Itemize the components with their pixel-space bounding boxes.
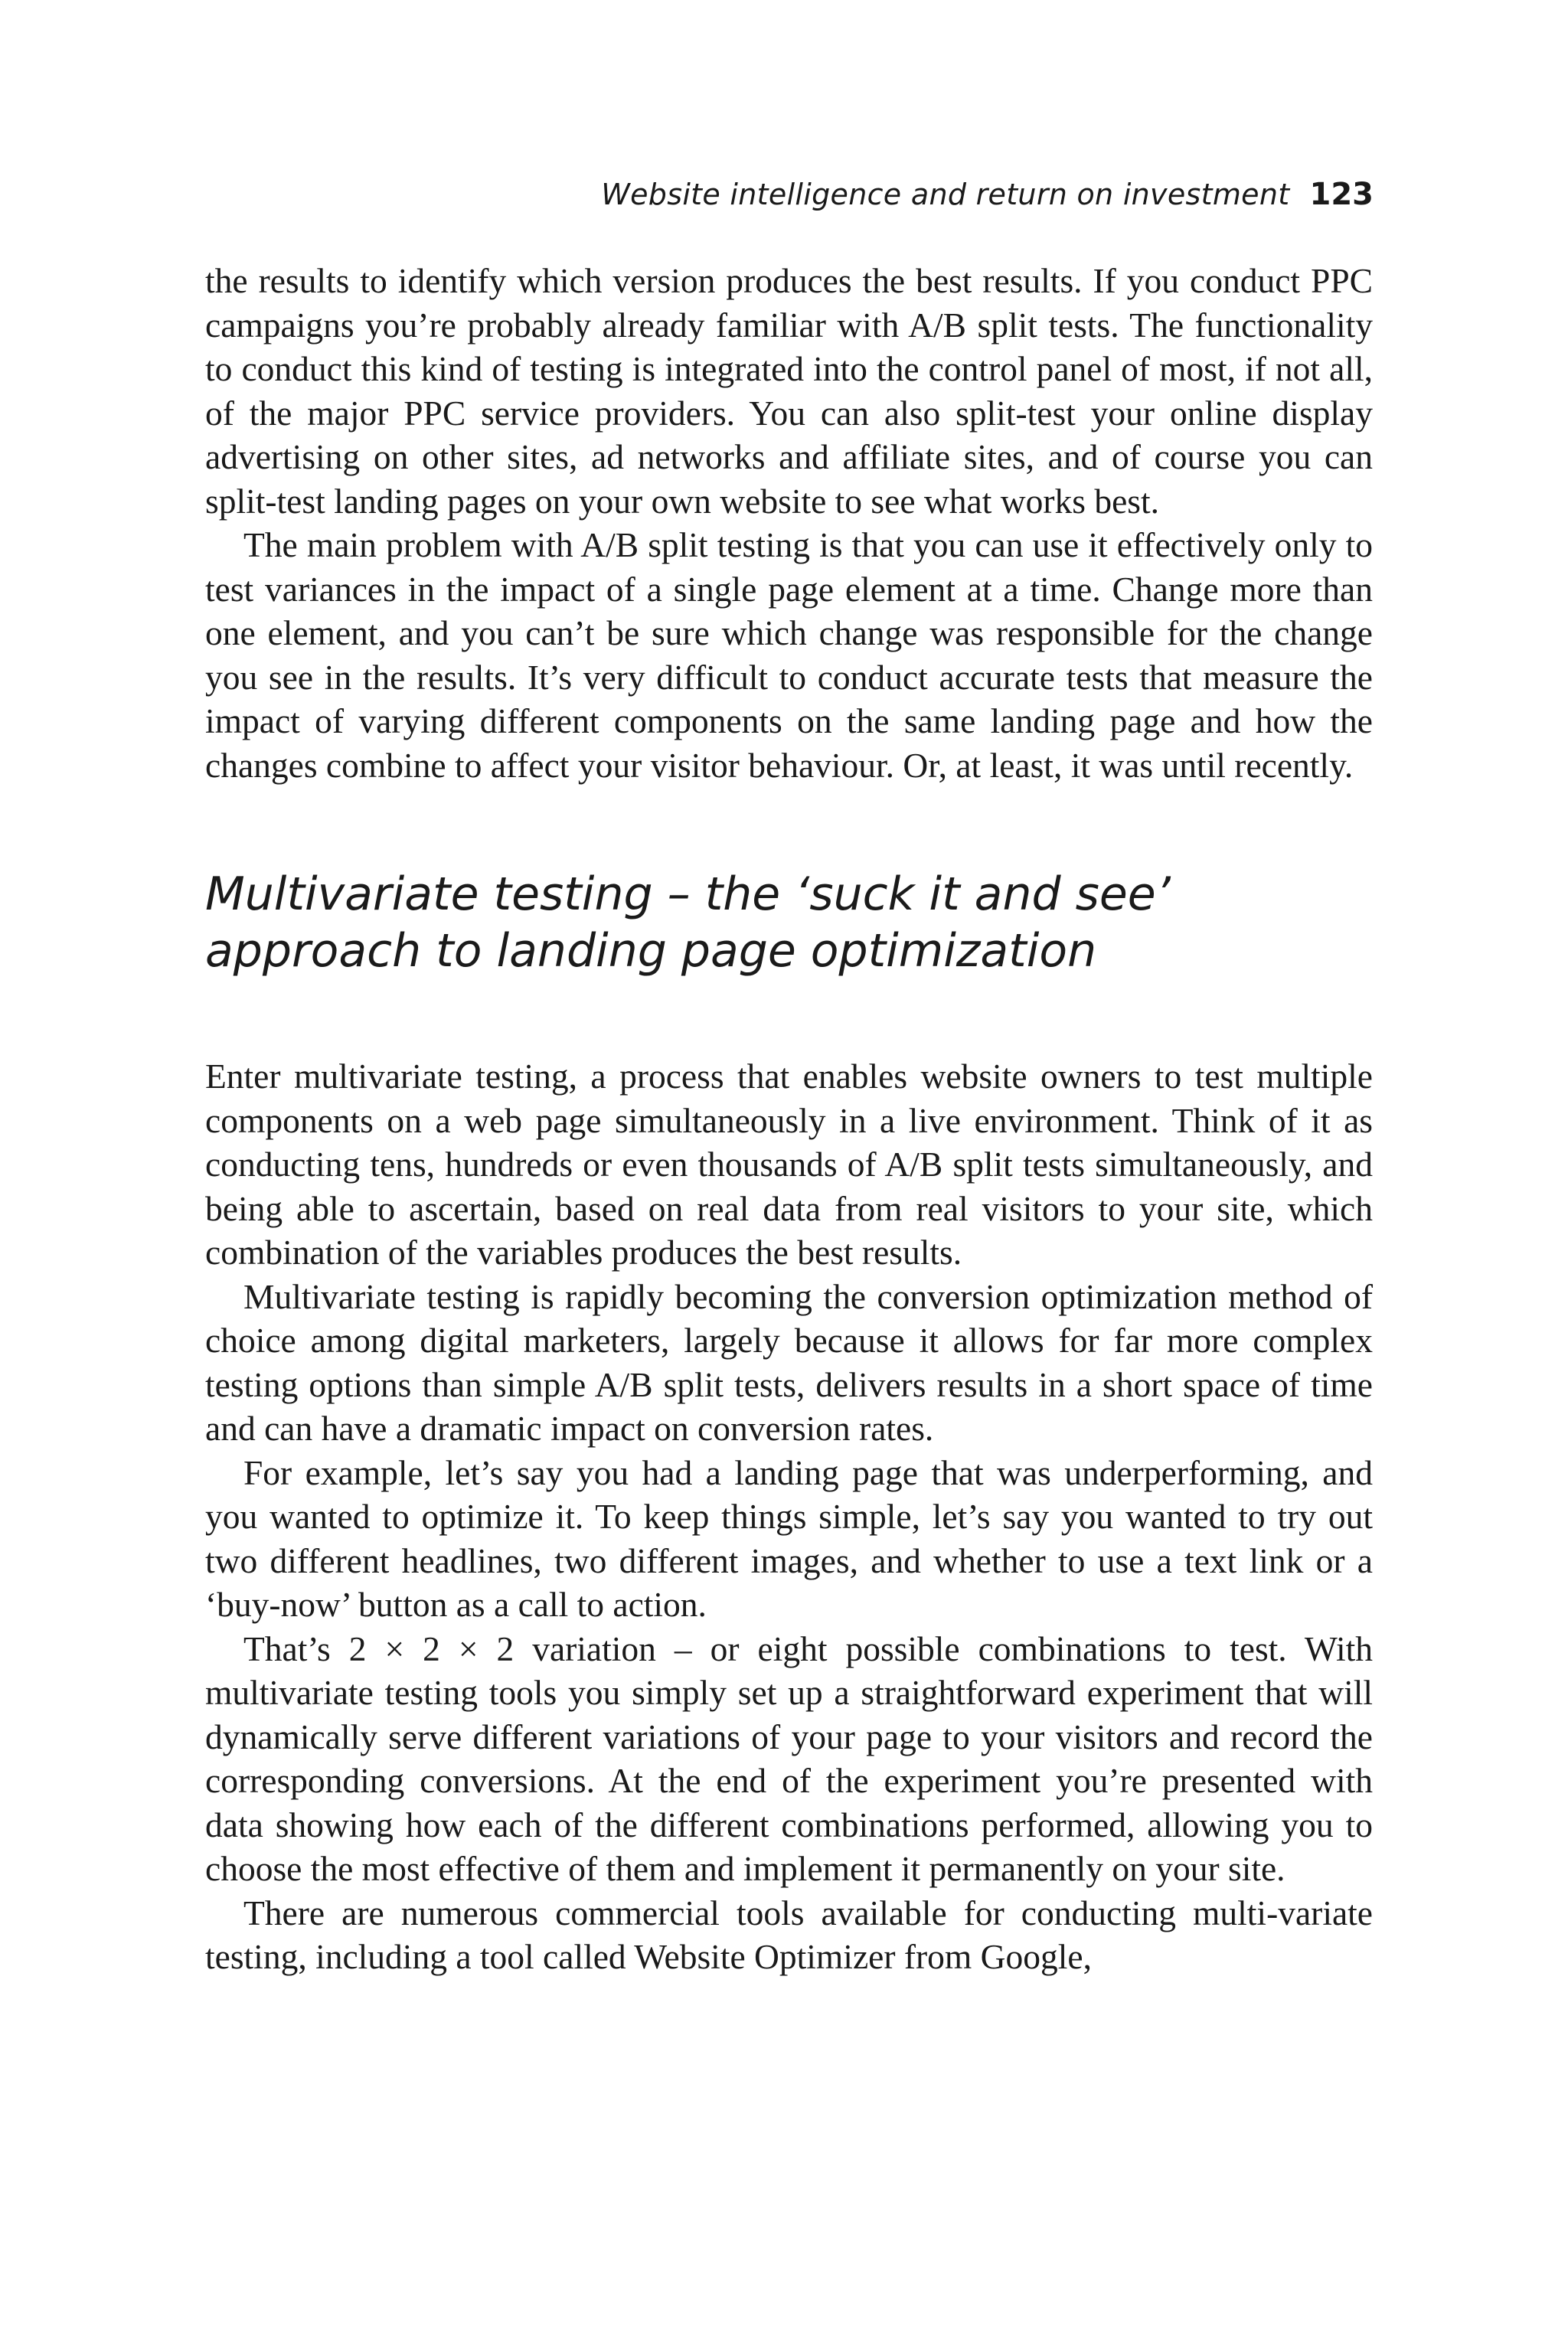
body-paragraph: The main problem with A/B split testing is that you can use it effectively only to test variances in the impact of a single page element at a time. Change more than one element, and you can’t be sure which change was responsible for the change you see in the results. It’s very difficult to conduct accurate tests that measure the impact of varying different components on the same landing page and how the changes combine to affect your visitor behaviour. Or, at least, it was until recently. [205, 525, 1373, 785]
body-paragraph: Multivariate testing is rapidly becoming the conversion optimization method of choice among digital marketers, largely because it allows for far more complex testing options than simple A/B split tests, delivers results in a short space of time and can have a dramatic impact on conversion rates. [205, 1276, 1373, 1448]
running-head [601, 173, 1374, 216]
section-heading: Multivariate testing – the ‘suck it and see’ approach to landing page optimization [205, 867, 1171, 978]
body-paragraph: For example, let’s say you had a landing page that was underperforming, and you wanted to optimize it. To keep things simple, let’s say you wanted to try out two different headlines, two different images, and whether to use a text link or a ‘buy-now’ button as a call to action. [205, 1452, 1373, 1624]
body-paragraph: the results to identify which version produces the best results. If you conduct PPC campaigns you’re probably already familiar with A/B split tests. The functionality to conduct this kind of testing is integrated into the control panel of most, if not all, of the major PPC service providers. You can also split-test your online display advertising on other sites, ad networks and affiliate sites, and of course you can split-test landing pages on your own website to see what works best. [205, 261, 1373, 521]
body-paragraph: That’s 2 × 2 × 2 variation – or eight possible combinations to test. With multivariate testing tools you simply set up a straightforward experiment that will dynamically serve different variations of your page to your visitors and record the corresponding conversions. At the end of the experiment you’re presented with data showing how each of the different combinations performed, allowing you to choose the most effective of them and implement it permanently on your site. [205, 1628, 1373, 1888]
body-paragraph: Enter multivariate testing, a process that enables website owners to test multiple components on a web page simultaneously in a live environment. Think of it as conducting tens, hundreds or even thousands of A/B split tests simultaneously, and being able to ascertain, based on real data from real visitors to your site, which combination of the variables produces the best results. [205, 1057, 1373, 1272]
body-paragraph: There are numerous commercial tools available for conducting multi-variate testing, including a tool called Website Optimizer from Google, [205, 1893, 1373, 1976]
page-number: 123 [1309, 177, 1374, 212]
running-head-title: Website intelligence and return on investment [601, 178, 1290, 211]
page-body [205, 259, 1373, 1979]
